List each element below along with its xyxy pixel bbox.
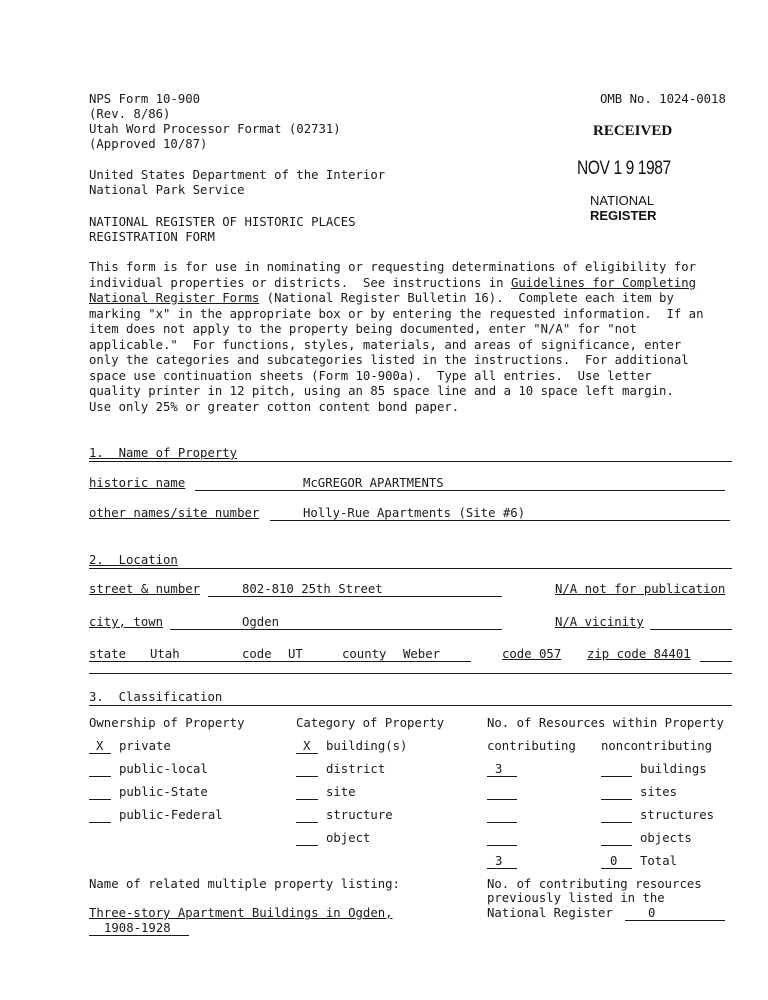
other-names-value: Holly-Rue Apartments (Site #6)	[303, 506, 526, 520]
category-heading: Category of Property	[296, 716, 445, 730]
ownership-heading: Ownership of Property	[89, 716, 245, 730]
resource-type-label: buildings	[640, 762, 707, 776]
form-title: NATIONAL REGISTER OF HISTORIC PLACES	[89, 215, 356, 229]
county-value: Weber	[403, 647, 441, 661]
instructions-line: only the categories and subcategories listed in the instructions. For additional	[89, 353, 689, 367]
county-code: code 057	[502, 647, 562, 661]
contributing-total: 3	[495, 854, 503, 868]
related-listing-value: Three-story Apartment Buildings in Ogden,	[89, 906, 393, 920]
instructions-line: space use continuation sheets (Form 10-900a). Type all entries. Use letter	[89, 368, 652, 383]
section-rule	[89, 705, 732, 706]
state-code-value: UT	[288, 647, 303, 661]
not-for-publication[interactable]: N/A not for publication	[555, 582, 726, 596]
section-rule	[89, 461, 732, 462]
resource-type-label: sites	[640, 785, 678, 799]
instructions-line: This form is for use in nominating or requesting determinations of eligibility for	[89, 260, 697, 274]
resources-heading: No. of Resources within Property	[487, 716, 724, 730]
previously-listed-label: previously listed in the	[487, 891, 665, 905]
form-approved: (Approved 10/87)	[89, 137, 208, 151]
county-label: county	[342, 647, 387, 661]
stamp-received: RECEIVED	[593, 123, 673, 139]
historic-name-label: historic name	[89, 476, 186, 490]
agency-service: National Park Service	[89, 183, 245, 197]
noncontributing-field[interactable]	[601, 845, 632, 846]
contributing-field[interactable]	[487, 845, 517, 846]
stamp-register: REGISTER	[590, 208, 657, 223]
city-label: city, town	[89, 615, 164, 629]
resource-type-label: structures	[640, 808, 715, 822]
form-format: Utah Word Processor Format (02731)	[89, 122, 341, 136]
category-checkbox-object[interactable]	[296, 845, 318, 846]
city-field[interactable]	[170, 629, 502, 630]
noncontributing-label: noncontributing	[601, 739, 713, 753]
previously-listed-value: 0	[648, 906, 656, 920]
instructions-line: marking "x" in the appropriate box or by entering the requested information. If an	[89, 306, 704, 321]
contributing-field[interactable]	[487, 822, 517, 823]
instructions-line: item does not apply to the property being documented, enter "N/A" for "not	[89, 322, 637, 336]
related-listing-label: Name of related multiple property listing:	[89, 877, 400, 891]
category-checkbox-district[interactable]	[296, 776, 318, 777]
street-label: street & number	[89, 582, 201, 596]
noncontributing-field[interactable]	[601, 776, 632, 777]
category-label: object	[326, 831, 371, 845]
previously-listed-label: National Register	[487, 906, 613, 920]
vicinity[interactable]: N/A vicinity	[555, 615, 644, 629]
omb-number: OMB No. 1024-0018	[600, 92, 726, 106]
section3-heading: 3. Classification	[89, 690, 223, 704]
previously-listed-label: No. of contributing resources	[487, 877, 702, 891]
category-label: structure	[326, 808, 393, 822]
instructions-paragraph	[89, 260, 739, 415]
zip-code: zip code 84401	[587, 647, 691, 661]
ownership-checkbox-public-federal[interactable]	[89, 822, 111, 823]
category-checkbox-site[interactable]	[296, 799, 318, 800]
category-checkbox-structure[interactable]	[296, 822, 318, 823]
resource-type-label: objects	[640, 831, 692, 845]
form-number: NPS Form 10-900	[89, 92, 201, 106]
ownership-checkbox-public-state[interactable]	[89, 799, 111, 800]
historic-name-field[interactable]	[195, 490, 725, 491]
section-rule	[89, 568, 732, 569]
section2-heading: 2. Location	[89, 553, 178, 567]
previously-listed-field[interactable]	[625, 920, 725, 921]
resource-total-label: Total	[640, 854, 678, 868]
instructions-line: individual properties or districts. See instructions in	[89, 275, 511, 290]
ownership-label: private	[119, 739, 171, 753]
noncontributing-field[interactable]	[601, 799, 632, 800]
agency-department: United States Department of the Interior	[89, 168, 386, 182]
guidelines-link-text: Guidelines for Completing	[511, 275, 697, 290]
stamp-date: NOV 1 9 1987	[577, 158, 671, 179]
instructions-line: applicable." For functions, styles, materials, and areas of significance, enter	[89, 337, 682, 352]
instructions-line: (National Register Bulletin 16). Complete each item by	[259, 291, 674, 305]
category-mark: X	[303, 739, 311, 753]
category-label: district	[326, 762, 386, 776]
state-label: state	[89, 647, 127, 661]
ownership-checkbox-public-local[interactable]	[89, 776, 111, 777]
register-forms-text: National Register Forms	[89, 291, 260, 305]
noncontributing-total: 0	[610, 854, 618, 868]
vicinity-field[interactable]	[650, 629, 732, 630]
state-code-label: code	[242, 647, 272, 661]
noncontributing-field[interactable]	[601, 822, 632, 823]
street-value: 802-810 25th Street	[242, 582, 383, 596]
other-names-label: other names/site number	[89, 506, 260, 520]
contributing-field[interactable]	[487, 799, 517, 800]
form-subtitle: REGISTRATION FORM	[89, 230, 215, 244]
related-listing-value-cont: 1908-1928	[104, 921, 171, 935]
form-revision: (Rev. 8/86)	[89, 107, 171, 121]
ownership-label: public-Federal	[119, 808, 223, 822]
instructions-line: Use only 25% or greater cotton content bond paper.	[89, 399, 460, 414]
ownership-mark: X	[96, 739, 104, 753]
ownership-label: public-local	[119, 762, 208, 776]
stamp-national: NATIONAL	[590, 193, 655, 208]
state-value: Utah	[150, 647, 180, 661]
historic-name-value: McGREGOR APARTMENTS	[303, 476, 444, 490]
instructions-line: quality printer in 12 pitch, using an 85 space line and a 10 space left margin.	[89, 384, 674, 398]
ownership-label: public-State	[119, 785, 208, 799]
zip-field[interactable]	[700, 661, 732, 662]
contributing-value: 3	[495, 762, 503, 776]
section-rule	[89, 673, 732, 674]
city-value: Ogden	[242, 615, 280, 629]
contributing-label: contributing	[487, 739, 576, 753]
category-label: building(s)	[326, 739, 408, 753]
section1-heading: 1. Name of Property	[89, 446, 238, 460]
category-label: site	[326, 785, 356, 799]
